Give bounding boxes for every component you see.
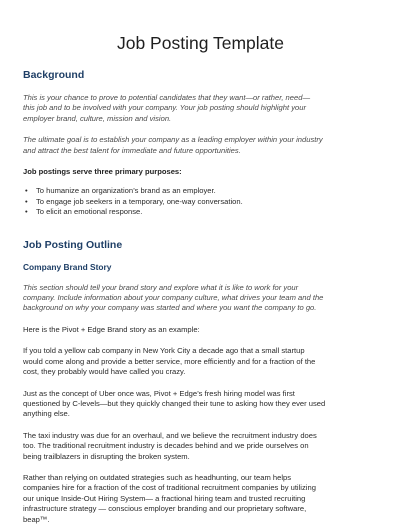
text-line: employer brand, culture, mission and vision. bbox=[23, 113, 172, 123]
brand-story-intro bbox=[23, 283, 378, 314]
example-intro: Here is the Pivot + Edge Brand story as an example: bbox=[23, 324, 200, 334]
list-item bbox=[23, 186, 378, 196]
text-line: questioned by C-levels—but they quickly changed their tune to asking how they ever used bbox=[23, 398, 326, 408]
text-line: If you told a yellow cab company in New York City a decade ago that a small startup bbox=[23, 346, 305, 356]
background-paragraph-2 bbox=[23, 135, 378, 156]
text-line: Rather than relying on outdated strategies such as headhunting, our team helps bbox=[23, 472, 292, 482]
bullet-icon: • bbox=[25, 196, 28, 206]
story-paragraph-3 bbox=[23, 431, 378, 462]
text-line: would come along and provide a better service, more efficiently and for a fraction of the bbox=[23, 356, 316, 366]
list-item bbox=[23, 197, 378, 207]
text-line: and attract the best talent for immediate and future opportunities. bbox=[23, 145, 241, 155]
list-item-text: To elicit an emotional response. bbox=[36, 207, 143, 217]
purposes-list bbox=[23, 186, 378, 217]
text-line: background on why your company was started and where you want the company to go. bbox=[23, 303, 317, 313]
list-item-text: To engage job seekers in a temporary, one-way conversation. bbox=[36, 196, 243, 206]
text-line: cost, they probably would have called you crazy. bbox=[23, 367, 186, 377]
text-line: beap™. bbox=[23, 514, 50, 524]
text-line: Just as the concept of Uber once was, Pivot + Edge’s fresh hiring model was first bbox=[23, 388, 295, 398]
text-line: too. The traditional recruitment industry is decades behind and we pride ourselves on bbox=[23, 441, 309, 451]
text-line: This section should tell your brand story and explore what it is like to work for your bbox=[23, 282, 299, 292]
background-heading: Background bbox=[23, 69, 85, 81]
purposes-heading: Job postings serve three primary purposes: bbox=[23, 167, 182, 177]
text-line: being trailblazers in disrupting the broken system. bbox=[23, 451, 190, 461]
text-line: company. Include information about your company culture, what drives your team and the bbox=[23, 293, 324, 303]
text-line: our unique Inside-Out Hiring System— a fractional hiring team and trusted recruiting bbox=[23, 493, 306, 503]
bullet-icon: • bbox=[25, 207, 28, 217]
text-line: The taxi industry was due for an overhaul, and we believe the recruitment industry does bbox=[23, 430, 317, 440]
page-title: Job Posting Template bbox=[116, 33, 284, 53]
text-line: The ultimate goal is to establish your company as a leading employer within your industry bbox=[23, 135, 323, 145]
text-line: This is your chance to prove to potential candidates that they want—or rather, need— bbox=[23, 93, 311, 102]
brand-story-heading: Company Brand Story bbox=[23, 261, 112, 272]
list-item bbox=[23, 207, 378, 217]
text-line: infrastructure strategy — conscious employer branding and our proprietary software, bbox=[23, 504, 307, 514]
story-paragraph-4 bbox=[23, 473, 378, 525]
list-item-text: To humanize an organization’s brand as an employer. bbox=[36, 186, 216, 196]
story-paragraph-1 bbox=[23, 346, 378, 377]
story-paragraph-2 bbox=[23, 389, 378, 420]
outline-heading: Job Posting Outline bbox=[23, 238, 123, 251]
text-line: anything else. bbox=[23, 409, 70, 419]
text-line: this job and to be involved with your company. Your job posting should highlight your bbox=[23, 103, 306, 113]
bullet-icon: • bbox=[25, 186, 28, 196]
text-line: companies hire for a fraction of the cost of traditional recruitment companies by utilizing bbox=[23, 483, 316, 493]
background-paragraph-1 bbox=[23, 93, 378, 124]
